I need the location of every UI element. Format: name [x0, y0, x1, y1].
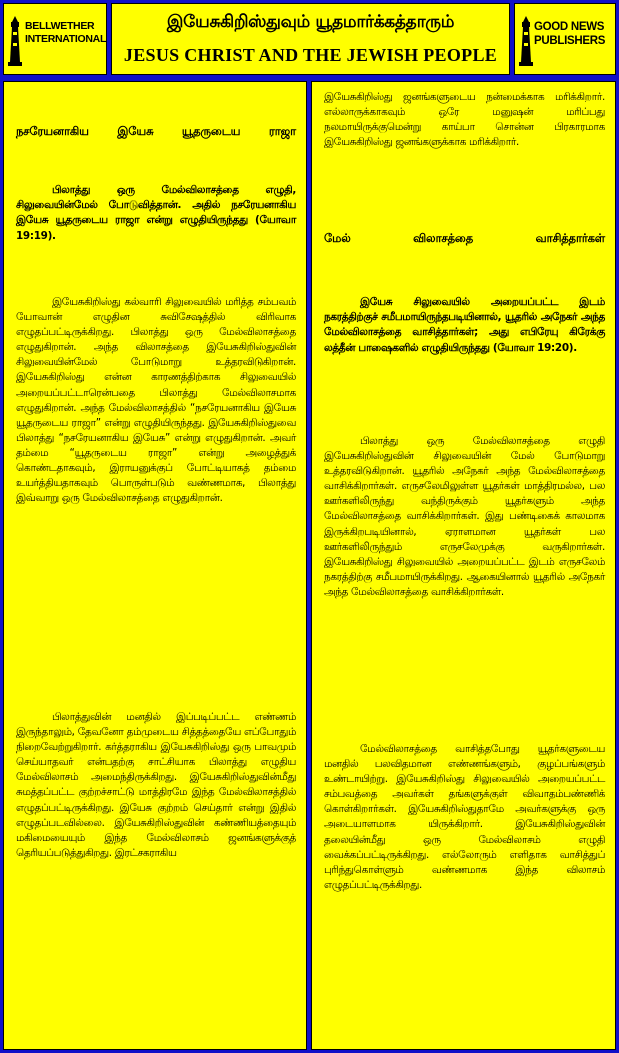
logo-line-1: GOOD NEWS — [534, 21, 605, 33]
bellwether-logo — [8, 12, 107, 66]
right-column — [311, 81, 616, 1050]
logo-line-1: BELLWETHER — [25, 20, 95, 32]
section-heading: நசரேயனாகிய இயேசு யூதருடைய ராஜா — [16, 124, 296, 138]
left-column — [3, 81, 307, 1050]
logo-line-2: PUBLISHERS — [534, 35, 606, 47]
scripture-lead: இயேசு சிலுவையில் அறையப்பட்ட இடம் நகரத்திற்குச் சமீபமாயிருந்தபடியினால், யூதரில் அநேகர் அந்த மேல்விலாசத்தை வாசித்தார்கள்; அது எபிரேயு கிரேக்கு லத்தீன் பாஷைகளில் எழுதியிருந்தது (யோவா 19:20). — [324, 296, 605, 354]
lighthouse-icon — [8, 16, 22, 66]
title-banner — [111, 3, 510, 75]
body-paragraph: பிலாத்துவின் மனதில் இப்படிப்பட்ட எண்ணம் இருந்தாலும், தேவனோ தம்முடைய சித்தத்தையே எப்போதும் நிறைவேற்றுகிறார். கர்த்தராகிய இயேசுகிறிஸ்து ஒரு பாவமும் செய்யாதவர் என்பதற்கு சாட்சியாக பிலாத்து எழுதிய மேல்விலாசம் அமைந்திருக்கிறது. இயேசுகிறிஸ்துவின்மீது சுமத்தப்பட்ட குற்றச்சாட்டு மாத்திரமே இந்த மேல்விலாசத்தில் எழுதப்பட்டிருக்கிறது. இயேசு குற்றம் செய்தார் என்று இதில் எழுதப்படவில்லை. இயேசுகிறிஸ்துவின் கண்ணியத்தையும் மகிமையையும் இந்த மேல்விலாசம் ஜனங்களுக்குத் தெரியப்படுத்துகிறது. இரட்சகராகிய — [16, 711, 296, 859]
bellwether-logo-box — [3, 3, 107, 75]
page-title-tamil: இயேசுகிறிஸ்துவும் யூதமார்க்கத்தாரும் — [166, 12, 455, 32]
section-heading: மேல் விலாசத்தை வாசித்தார்கள் — [324, 231, 605, 245]
body-paragraph: பிலாத்து ஒரு மேல்விலாசத்தை எழுதி இயேசுகிறிஸ்துவின் சிலுவையின் மேல் போடுமாறு உத்தரவிடுகிறான். யூதரில் அநேகர் அந்த மேல்விலாசத்தை வாசிக்கிறார்கள். எருசலேமிலுள்ள யூதர்கள் மாத்திரமல்ல, பல ஊர்களிலிருந்து வந்திருக்கும் யூதர்களும் அந்த மேல்விலாசத்தை வாசிக்கிறார்கள். இது பண்டிகைக் காலமாக இருக்கிறபடியினால், ஏராளமான யூதர்கள் பல ஊர்களிலிருந்தும் எருசலேமுக்கு வருகிறார்கள். இயேசுகிறிஸ்து சிலுவையில் அறையப்பட்ட இடம் எருசலேம் நகரத்திற்கு சமீபமாயிருக்கிறது. ஆகையினால் யூதரில் அநேகர் அந்த மேல்விலாசத்தை வாசிக்கிறார்கள். — [324, 435, 605, 598]
logo-line-2: INTERNATIONAL — [25, 33, 107, 45]
body-paragraph: இயேசுகிறிஸ்து ஜனங்களுடைய நன்மைக்காக மரிக்கிறார். எல்லாருக்காகவும் ஒரே மனுஷன் மரிப்பது நலமாயிருக்குமென்று காய்பா சொன்ன பிரகாரமாக இயேசுகிறிஸ்து ஜனங்களுக்காக மரிக்கிறார். — [324, 91, 605, 149]
body-paragraph: மேல்விலாசத்தை வாசித்தபோது யூதர்களுடைய மனதில் பலவிதமான எண்ணங்களும், குழப்பங்களும் உண்டாயிற்று. இயேசுகிறிஸ்து சிலுவையில் அறையப்பட்ட சம்பவத்தை அவர்கள் தங்களுக்குள் விவாதம்பண்ணிக் கொள்கிறார்கள். இயேசுகிறிஸ்துதாமே அவர்களுக்கு ஒரு அடையாளமாக யிருக்கிறார். இயேசுகிறிஸ்துவின் தலையின்மீது ஒரு மேல்விலாசம் எழுதி வைக்கப்பட்டிருக்கிறது. எல்லோரும் எளிதாக வாசித்துப் புரிந்துகொள்ளும் வண்ணமாக இந்த விலாசம் எழுதப்பட்டிருக்கிறது. — [324, 743, 605, 891]
lighthouse-icon — [519, 16, 533, 66]
scripture-lead: பிலாத்து ஒரு மேல்விலாசத்தை எழுதி, சிலுவையின்மேல் போடுவித்தான். அதில் நசரேயனாகிய இயேசு யூதருடைய ராஜா என்று எழுதியிருந்தது (யோவா 19:19). — [16, 184, 296, 242]
body-paragraph: இயேசுகிறிஸ்து கல்வாரி சிலுவையில் மரித்த சம்பவம் யோவான் எழுதின சுவிசேஷத்தில் விரிவாக எழுதப்பட்டிருக்கிறது. பிலாத்து ஒரு மேல்விலாசத்தை எழுதுகிறான். அந்த விலாசத்தை இயேசுகிறிஸ்துவின் சிலுவையின்மேல் போடுமாறு உத்தரவிடுகிறான். இயேசுகிறிஸ்து என்ன காரணத்திற்காக சிலுவையில் அறையப்பட்டாரென்பதை பிலாத்து மேல்விலாசமாக எழுதுகிறான். அந்த மேல்விலாசத்தில் “நசரேயனாகிய இயேசு யூதருடைய ராஜா” என்று எழுதியிருந்தது. இயேசுகிறிஸ்துவை பிலாத்து “நசரேயனாகிய இயேசு” என்று எழுதுகிறான். அவர் தம்மை “யூதருடைய ராஜா” என்று அழைத்துக் கொண்டதாகவும், இராயனுக்குப் போட்டியாகத் தம்மை உயர்த்தியதாகவும் பொருள்படும் வண்ணமாக, பிலாத்து இவ்வாறு ஒரு மேல்விலாசத்தை எழுதுகிறான். — [16, 296, 296, 505]
good-news-logo — [519, 12, 611, 66]
page-title-english: JESUS CHRIST AND THE JEWISH PEOPLE — [123, 45, 498, 65]
good-news-logo-box — [514, 3, 616, 75]
